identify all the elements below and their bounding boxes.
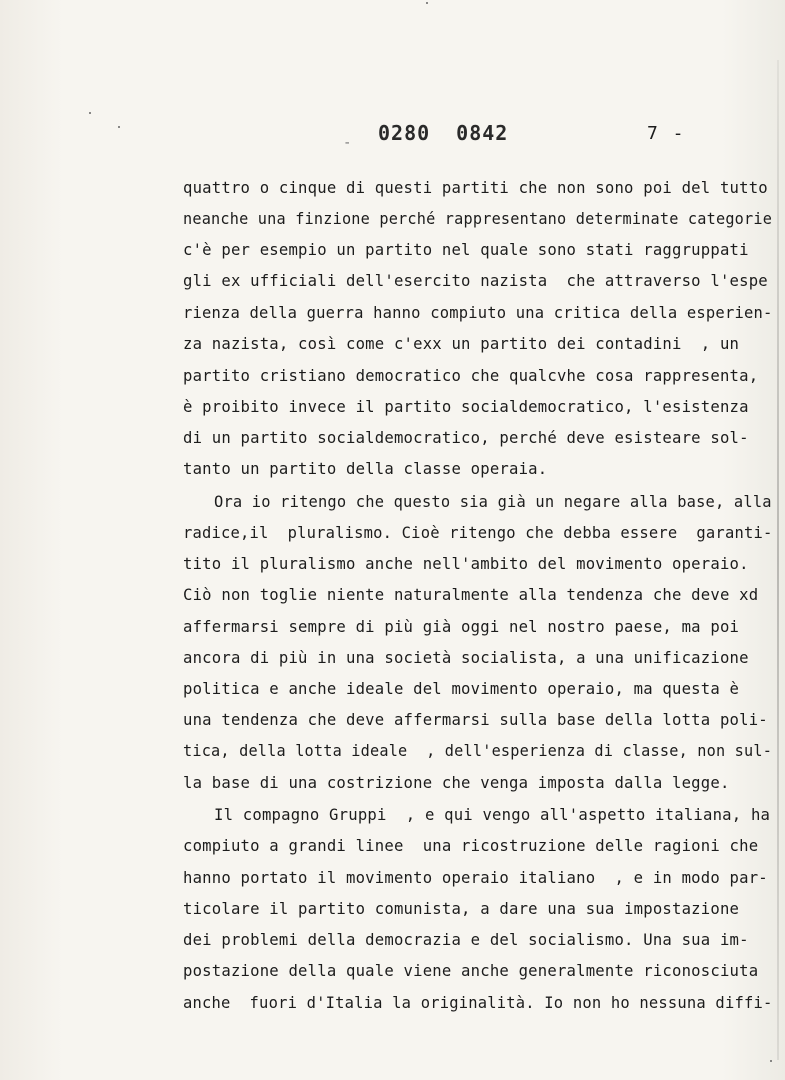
text-line: tica, della lotta ideale , dell'esperienza di classe, non sul- bbox=[183, 742, 773, 760]
text-line: anche fuori d'Italia la originalità. Io non ho nessuna diffi- bbox=[183, 994, 773, 1012]
text-line: radice,il pluralismo. Cioè ritengo che debba essere garanti- bbox=[183, 524, 773, 542]
text-line: Ciò non toglie niente naturalmente alla tendenza che deve xd bbox=[183, 586, 759, 604]
document-code-part2: 0842 bbox=[456, 121, 509, 145]
text-line: rienza della guerra hanno compiuto una critica della esperien- bbox=[183, 304, 773, 322]
text-line: una tendenza che deve affermarsi sulla base della lotta poli- bbox=[183, 711, 768, 729]
text-line: affermarsi sempre di più già oggi nel nostro paese, ma poi bbox=[183, 618, 740, 636]
text-line: Il compagno Gruppi , e qui vengo all'aspetto italiana, ha bbox=[214, 806, 771, 824]
text-line: hanno portato il movimento operaio italiano , e in modo par- bbox=[183, 869, 768, 887]
scan-speck bbox=[770, 1060, 772, 1062]
document-code bbox=[378, 121, 508, 145]
page-number: 7 - bbox=[647, 123, 686, 144]
text-line: ancora di più in una società socialista, a una unificazione bbox=[183, 649, 749, 667]
text-line: compiuto a grandi linee una ricostruzione delle ragioni che bbox=[183, 837, 759, 855]
text-line: c'è per esempio un partito nel quale sono stati raggruppati bbox=[183, 241, 749, 259]
text-line: Ora io ritengo che questo sia già un negare alla base, alla bbox=[214, 493, 772, 511]
text-line: gli ex ufficiali dell'esercito nazista che attraverso l'espe bbox=[183, 272, 768, 290]
text-line: è proibito invece il partito socialdemocratico, l'esistenza bbox=[183, 398, 749, 416]
text-line: politica e anche ideale del movimento operaio, ma questa è bbox=[183, 680, 740, 698]
text-line: partito cristiano democratico che qualcvhe cosa rappresenta, bbox=[183, 367, 759, 385]
scan-speck bbox=[426, 2, 428, 4]
text-line: neanche una finzione perché rappresentano determinate categorie bbox=[183, 210, 773, 228]
text-line: la base di una costrizione che venga imposta dalla legge. bbox=[183, 774, 730, 792]
text-line: dei problemi della democrazia e del socialismo. Una sua im- bbox=[183, 931, 749, 949]
text-line: ticolare il partito comunista, a dare una sua impostazione bbox=[183, 900, 740, 918]
page-edge-shadow bbox=[777, 60, 779, 1060]
text-line: tanto un partito della classe operaia. bbox=[183, 460, 548, 478]
text-line: quattro o cinque di questi partiti che non sono poi del tutto bbox=[183, 179, 768, 197]
scan-speck bbox=[118, 126, 120, 128]
text-line: di un partito socialdemocratico, perché deve esisteare sol- bbox=[183, 429, 749, 447]
text-line: tito il pluralismo anche nell'ambito del movimento operaio. bbox=[183, 555, 749, 573]
stray-dash-mark: - bbox=[343, 135, 352, 151]
document-code-part1: 0280 bbox=[378, 121, 431, 145]
text-line: za nazista, così come c'exx un partito dei contadini , un bbox=[183, 335, 740, 353]
text-line: postazione della quale viene anche generalmente riconosciuta bbox=[183, 962, 759, 980]
scan-speck bbox=[89, 112, 91, 114]
